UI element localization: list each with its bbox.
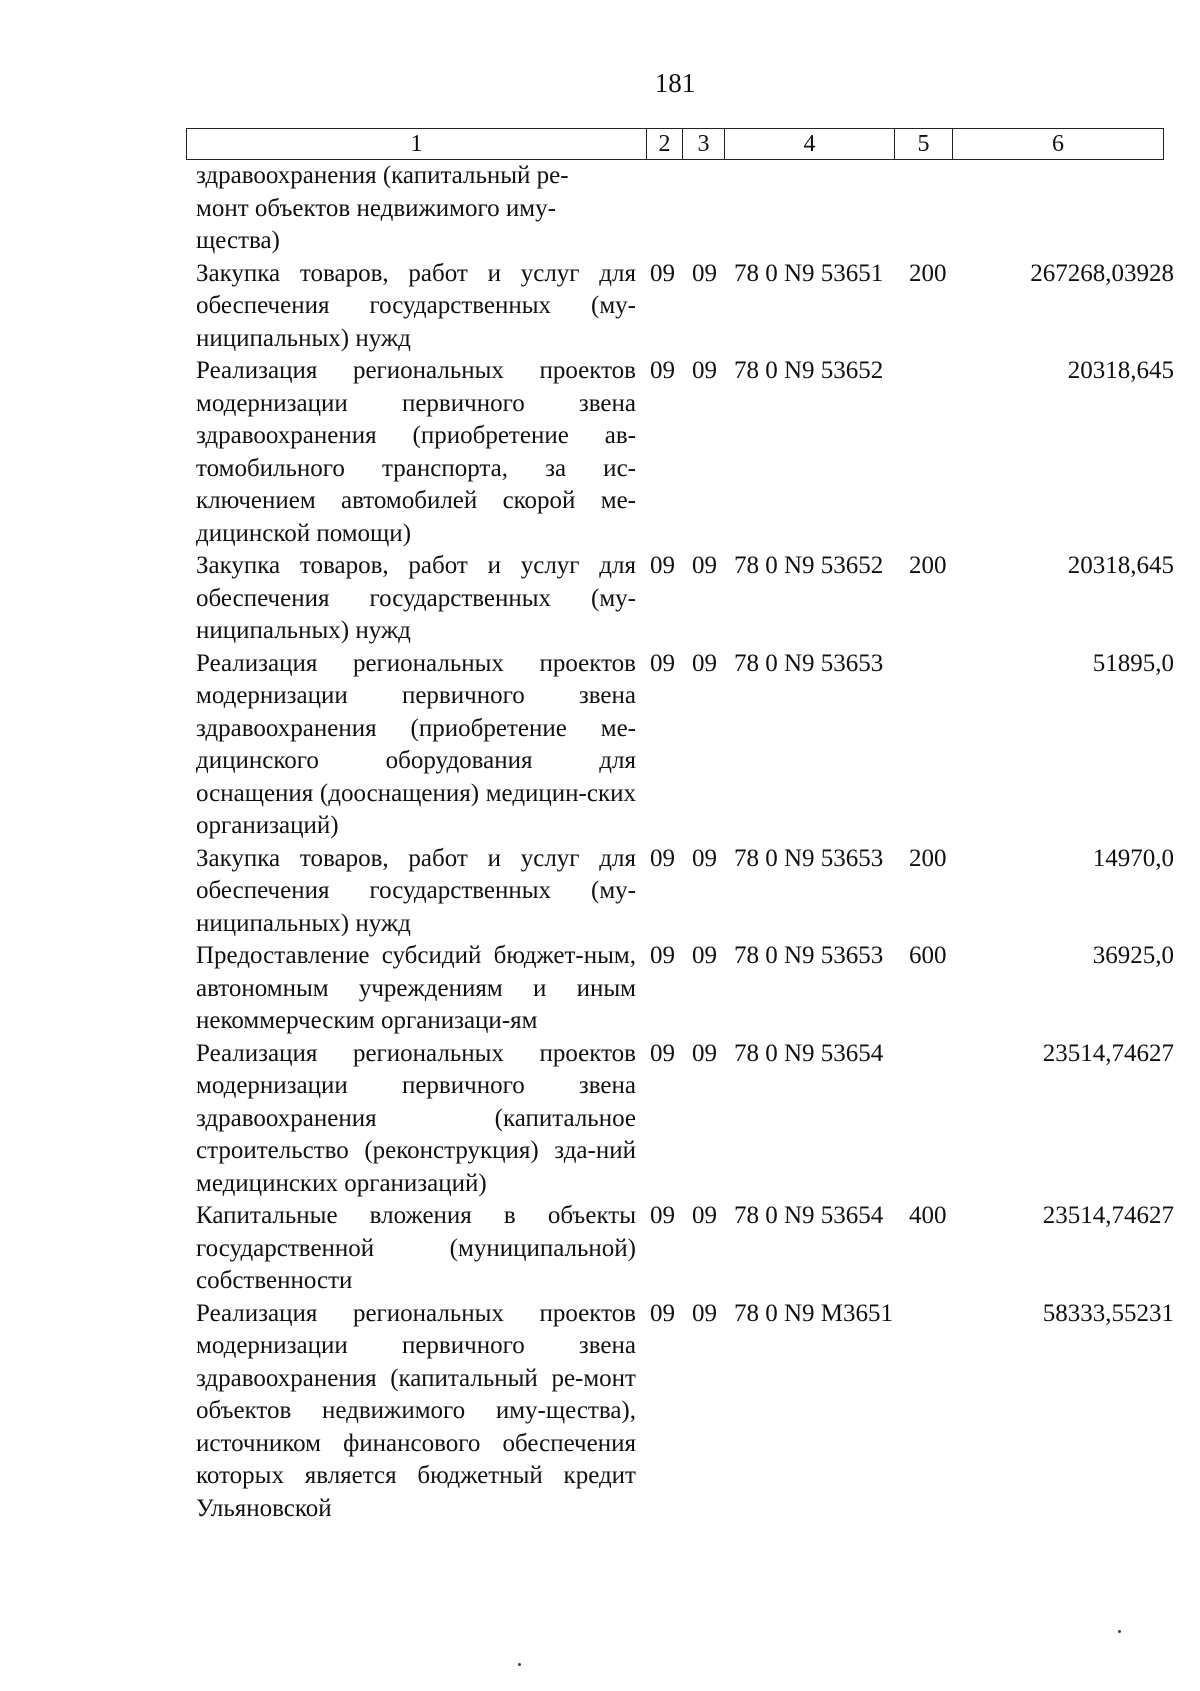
row-target-article: 78 0 N9 53652 — [734, 552, 884, 579]
table-row — [196, 1200, 1176, 1298]
row-amount — [964, 160, 1174, 193]
row-subsection: 09 — [692, 649, 717, 677]
table-row — [196, 160, 1176, 258]
row-amount: 20318,645 — [1067, 357, 1174, 384]
row-target-article: 78 0 N9 53654 — [734, 1039, 884, 1067]
row-target-article: 78 0 N9 53653 — [734, 844, 884, 872]
row-amount: 36925,0 — [1092, 942, 1174, 969]
row-subsection: 09 — [692, 942, 717, 969]
row-expense-type: 200 — [909, 259, 947, 287]
row-subsection: 09 — [692, 552, 717, 579]
scan-speck — [518, 1663, 521, 1666]
page-number: 181 — [654, 68, 696, 98]
row-expense-type: 200 — [909, 552, 947, 579]
header-col-3: 3 — [683, 129, 725, 159]
row-section: 09 — [650, 259, 675, 287]
row-subsection: 09 — [692, 1039, 717, 1067]
row-amount: 51895,0 — [1092, 649, 1174, 677]
row-amount: 14970,0 — [1092, 844, 1174, 872]
row-section: 09 — [650, 844, 675, 872]
table-row — [196, 550, 1176, 648]
row-section: 09 — [650, 1039, 675, 1067]
table-body — [196, 160, 1176, 1525]
row-description: Капитальные вложения в объекты государственной (муниципальной) собственности — [196, 1202, 636, 1294]
row-target-article: 78 0 N9 53653 — [734, 649, 884, 677]
row-section: 09 — [650, 552, 675, 579]
row-section: 09 — [650, 357, 675, 384]
row-amount: 23514,74627 — [1042, 1202, 1174, 1229]
row-target-article: 78 0 N9 53654 — [734, 1202, 884, 1229]
row-description: Реализация региональных проектов модернизации первичного звена здравоохранения (капитальное строительство (реконструкция) зда-ний медицинских организаций) — [196, 1039, 636, 1197]
scan-speck — [1118, 1630, 1121, 1633]
table-row — [196, 258, 1176, 356]
row-subsection: 09 — [692, 844, 717, 872]
row-target-article: 78 0 N9 53651 — [734, 259, 884, 287]
row-description: Реализация региональных проектов модернизации первичного звена здравоохранения (капитальный ре-монт объектов недвижимого иму-щества), источником финансового обеспечения которых является бюджетный кредит Ульяновской — [196, 1299, 636, 1522]
row-subsection: 09 — [692, 1299, 717, 1327]
row-section: 09 — [650, 942, 675, 969]
row-description: Реализация региональных проектов модернизации первичного звена здравоохранения (приобретение ме-дицинского оборудования для оснащения (дооснащения) медицин-ских организаций) — [196, 649, 636, 839]
row-target-article: 78 0 N9 53653 — [734, 942, 884, 969]
row-expense-type: 200 — [909, 844, 947, 872]
row-amount: 58333,55231 — [1042, 1299, 1174, 1327]
table-row — [196, 843, 1176, 941]
row-subsection: 09 — [692, 259, 717, 287]
row-description: Закупка товаров, работ и услуг для обеспечения государственных (му-ниципальных) нужд — [196, 259, 636, 352]
header-col-2: 2 — [647, 129, 683, 159]
row-description: Реализация региональных проектов модернизации первичного звена здравоохранения (приобретение ав-томобильного транспорта, за ис-ключением автомобилей скорой ме-дицинской помощи) — [196, 357, 636, 547]
row-amount: 23514,74627 — [1042, 1039, 1174, 1067]
row-description: Предоставление субсидий бюджет-ным, автономным учреждениям и иным некоммерческим организаци-ям — [196, 942, 636, 1034]
row-description: Закупка товаров, работ и услуг для обеспечения государственных (му-ниципальных) нужд — [196, 844, 636, 937]
table-row — [196, 648, 1176, 843]
header-col-4: 4 — [725, 129, 895, 159]
row-subsection: 09 — [692, 357, 717, 384]
row-section: 09 — [650, 1299, 675, 1327]
row-section: 09 — [650, 649, 675, 677]
row-subsection: 09 — [692, 1202, 717, 1229]
header-col-6: 6 — [1052, 131, 1064, 157]
row-target-article: 78 0 N9 53652 — [734, 357, 884, 384]
header-col-5: 5 — [895, 129, 953, 159]
table-row — [196, 1298, 1176, 1526]
row-description: здравоохранения (капитальный ре- монт объектов недвижимого иму- щества) — [196, 162, 569, 254]
header-col-1: 1 — [187, 129, 647, 159]
row-amount: 267268,03928 — [1030, 259, 1174, 287]
table-row — [196, 1038, 1176, 1201]
row-section: 09 — [650, 1202, 675, 1229]
row-target-article: 78 0 N9 M3651 — [734, 1299, 894, 1327]
row-expense-type: 600 — [909, 942, 947, 969]
table-header — [186, 128, 1164, 160]
table-row — [196, 940, 1176, 1038]
row-description: Закупка товаров, работ и услуг для обеспечения государственных (му-ниципальных) нужд — [196, 552, 636, 644]
row-amount: 20318,645 — [1067, 552, 1174, 579]
row-expense-type: 400 — [909, 1202, 947, 1229]
table-row — [196, 355, 1176, 550]
